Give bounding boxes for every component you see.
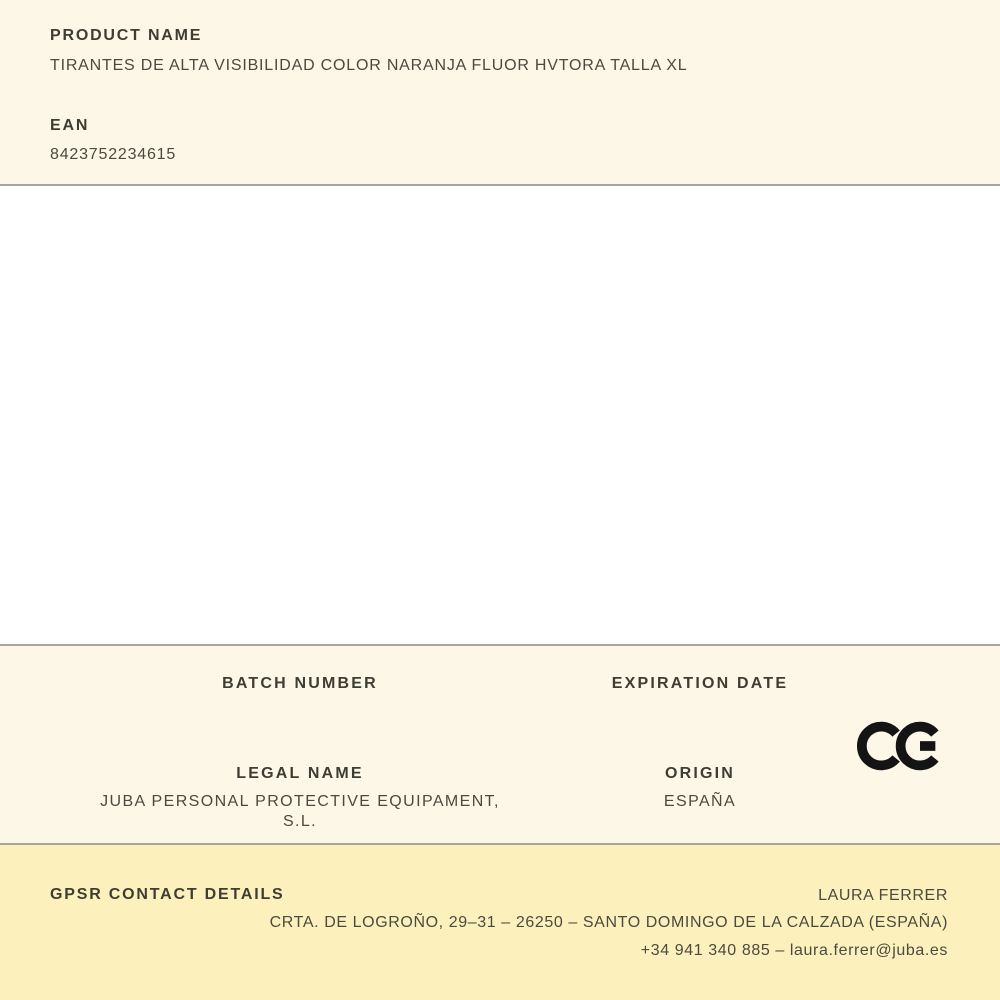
contact-phone-email: +34 941 340 885 – laura.ferrer@juba.es [640,942,948,959]
ean-label: EAN [50,117,90,134]
legal-name-value: JUBA PERSONAL PROTECTIVE EQUIPAMENT, S.L. [100,793,500,830]
gpsr-footer-section [0,845,1000,1000]
product-name-label: PRODUCT NAME [50,27,203,44]
product-name-value: TIRANTES DE ALTA VISIBILIDAD COLOR NARANJA FLUOR HVTORA TALLA XL [50,57,688,74]
expiration-date-label: EXPIRATION DATE [611,675,789,692]
legal-name-label: LEGAL NAME [236,765,364,782]
gpsr-contact-details-label: GPSR CONTACT DETAILS [50,886,285,903]
attributes-section [0,646,1000,845]
contact-address: CRTA. DE LOGROÑO, 29–31 – 26250 – SANTO DOMINGO DE LA CALZADA (ESPAÑA) [269,914,948,931]
origin-value: ESPAÑA [663,793,737,810]
ean-value: 8423752234615 [50,146,177,163]
batch-number-label: BATCH NUMBER [222,675,378,692]
origin-label: ORIGIN [664,765,736,782]
ce-marking-icon [857,716,941,776]
contact-name: LAURA FERRER [818,887,948,904]
blank-middle-area [0,186,1000,646]
product-info-section [0,0,1000,186]
